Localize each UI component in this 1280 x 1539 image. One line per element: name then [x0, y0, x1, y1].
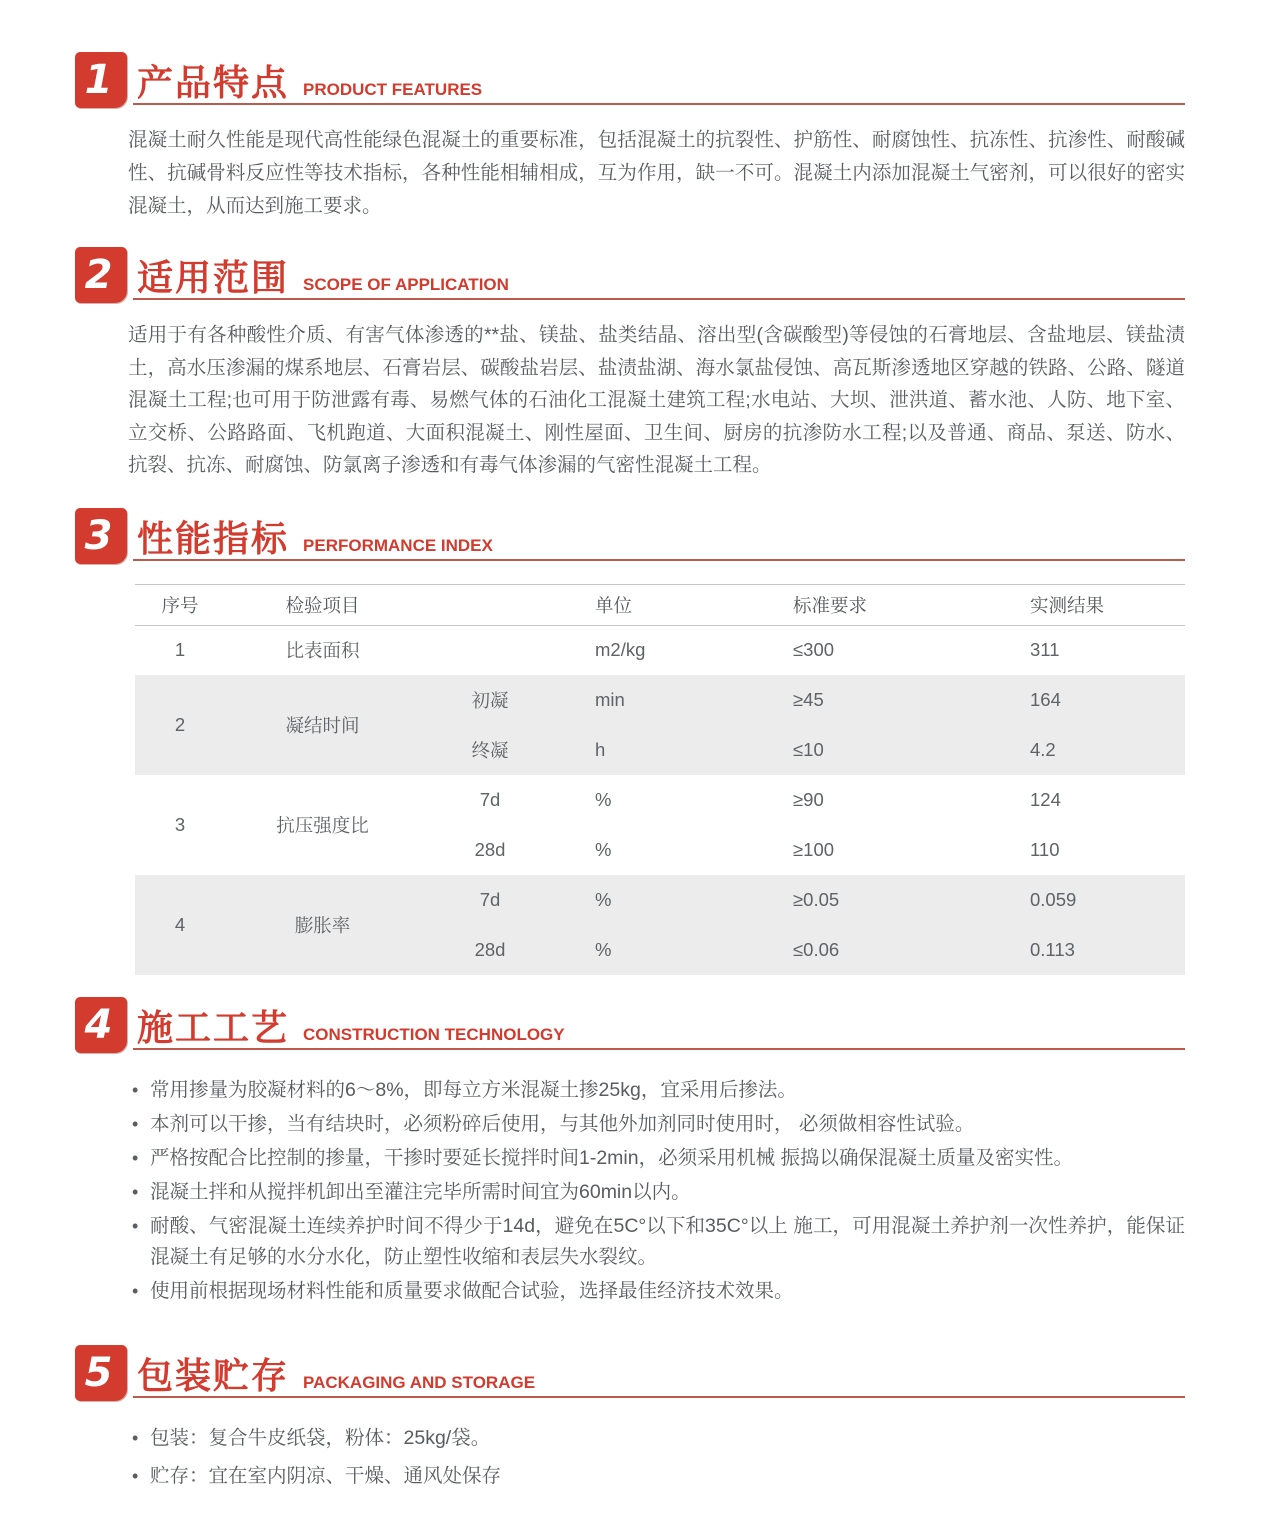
bullet-item: • 贮存：宜在室内阴凉、干燥、通风处保存 [130, 1461, 1185, 1492]
table-cell-result: 0.059 [1030, 889, 1077, 910]
table-cell-unit: min [595, 689, 625, 710]
section-5-title-en: PACKAGING AND STORAGE [303, 1373, 536, 1392]
table-cell-no: 2 [174, 714, 186, 735]
table-cell-standard: ≥0.05 [793, 889, 840, 910]
table-cell-standard: ≤300 [793, 639, 835, 661]
table-row [135, 675, 1185, 725]
table-cell-standard: ≤10 [793, 739, 824, 760]
section-5-titles [137, 1355, 536, 1396]
table-cell-unit: % [595, 939, 612, 960]
table-row [135, 875, 1185, 925]
section-3-header [75, 508, 1185, 566]
table-cell-unit: % [595, 839, 612, 860]
table-cell-unit: h [595, 739, 606, 760]
bullet-item: • 耐酸、气密混凝土连续养护时间不得少于14d，避免在5C°以下和35C°以上 施工，可用混凝土养护剂一次性养护，能保证混凝土有足够的水分水化，防止塑性收缩和表层失水裂纹。 [130, 1211, 1185, 1273]
section-2-title-cn: 适用范围 [137, 257, 290, 298]
section-1-number: 1 [84, 57, 113, 103]
bullet-item: • 常用掺量为胶凝材料的6～8%，即每立方米混凝土掺25kg，宜采用后掺法。 [130, 1075, 1185, 1106]
table-cell-subitem: 7d [479, 789, 501, 810]
table-cell-result: 110 [1030, 839, 1060, 860]
table-header-cell: 检验项目 [285, 594, 360, 616]
section-1-number-badge [75, 52, 127, 108]
table-cell-item: 比表面积 [285, 640, 360, 662]
section-4-number-badge [75, 997, 127, 1053]
bullet-item: • 包装：复合牛皮纸袋，粉体：25kg/袋。 [130, 1423, 1185, 1454]
table-cell-standard: ≤0.06 [793, 939, 840, 960]
section-1-header [75, 52, 1185, 110]
section-2-number: 2 [84, 252, 113, 298]
bullet-item: • 使用前根据现场材料性能和质量要求做配合试验，选择最佳经济技术效果。 [130, 1276, 1185, 1307]
table-row [135, 625, 1185, 675]
table-cell-subitem: 28d [474, 939, 506, 960]
section-product-features [75, 52, 1185, 223]
section-4-header [75, 997, 1185, 1055]
table-cell-no: 4 [174, 914, 186, 935]
table-cell-no: 3 [174, 814, 186, 835]
section-1-title-cn: 产品特点 [137, 62, 290, 103]
table-header-cell [420, 584, 560, 625]
section-4-title-en: CONSTRUCTION TECHNOLOGY [303, 1025, 565, 1044]
table-cell-item: 抗压强度比 [276, 815, 369, 836]
section-5-number: 5 [84, 1350, 113, 1396]
section-4-titles [137, 1007, 565, 1048]
section-3-titles [137, 517, 493, 559]
section-3-title-cn: 性能指标 [137, 517, 290, 559]
section-performance-index [75, 508, 1185, 976]
table-cell-unit: m2/kg [595, 639, 646, 661]
performance-table-body [135, 625, 1185, 975]
table-cell-subitem: 初凝 [471, 690, 509, 711]
section-2-paragraph: 适用于有各种酸性介质、有害气体渗透的**盐、镁盐、盐类结晶、溶出型(含碳酸型)等侵蚀的石膏地层、含盐地层、镁盐渍土，高水压渗漏的煤系地层、石膏岩层、碳酸盐岩层、盐渍盐湖、海水氯盐侵蚀、高瓦斯渗透地区穿越的铁路、公路、隧道混凝土工程;也可用于防泄露有毒、易燃气体的石油化工混凝土建筑工程;水电站、大坝、泄洪道、蓄水池、人防、地下室、立交桥、公路路面、飞机跑道、大面积混凝土、刚性屋面、卫生间、厨房的抗渗防水工程;以及普通、商品、泵送、防水、抗裂、抗冻、耐腐蚀、防氯离子渗透和有毒气体渗漏的气密性混凝土工程。 [128, 324, 1185, 476]
section-5-number-badge [75, 1345, 127, 1401]
table-cell-unit: % [595, 889, 612, 910]
section-4-number: 4 [84, 1002, 113, 1048]
section-5-title-cn: 包装贮存 [137, 1355, 290, 1396]
table-cell-no: 1 [174, 639, 186, 661]
section-2-title-en: SCOPE OF APPLICATION [303, 275, 509, 294]
table-cell-subitem: 终凝 [471, 740, 509, 761]
bullet-item: • 本剂可以干掺，当有结块时，必须粉碎后使用，与其他外加剂同时使用时， 必须做相容性试验。 [130, 1109, 1185, 1140]
bullet-item: • 严格按配合比控制的掺量，干掺时要延长搅拌时间1-2min，必须采用机械 振捣以确保混凝土质量及密实性。 [130, 1143, 1185, 1174]
section-2-number-badge [75, 247, 127, 303]
table-cell-item: 凝结时间 [285, 715, 360, 736]
table-cell-item: 膨胀率 [294, 915, 351, 936]
section-4-title-cn: 施工工艺 [137, 1007, 290, 1048]
table-cell-standard: ≥90 [793, 789, 824, 810]
table-header-cell: 单位 [595, 594, 633, 616]
section-construction-technology [75, 997, 1185, 1307]
performance-table [135, 584, 1185, 976]
section-packaging-and-storage [75, 1345, 1185, 1492]
table-cell-subitem: 28d [474, 839, 506, 860]
table-cell-result: 4.2 [1030, 739, 1056, 760]
table-cell-subitem: 7d [479, 889, 501, 910]
section-scope-of-application [75, 247, 1185, 482]
section-1-paragraph: 混凝土耐久性能是现代高性能绿色混凝土的重要标准，包括混凝土的抗裂性、护筋性、耐腐蚀性、抗冻性、抗渗性、耐酸碱性、抗碱骨料反应性等技术指标，各种性能相辅相成，互为作用，缺一不可。混凝土内添加混凝土气密剂，可以很好的密实混凝土，从而达到施工要求。 [128, 129, 1185, 217]
table-cell-standard: ≥45 [793, 689, 824, 710]
table-header-row [135, 584, 1185, 625]
section-2-underline [133, 298, 1185, 300]
table-cell-standard: ≥100 [793, 839, 835, 860]
table-cell-result: 0.113 [1030, 939, 1075, 960]
performance-table-head [135, 584, 1185, 625]
section-5-header [75, 1345, 1185, 1403]
table-header-cell: 标准要求 [793, 594, 868, 616]
table-cell-result: 124 [1030, 789, 1061, 810]
table-cell-result: 164 [1030, 689, 1061, 710]
table-cell-unit: % [595, 789, 612, 810]
section-3-number: 3 [84, 512, 113, 559]
packaging-bullet-list [130, 1423, 1185, 1492]
section-1-titles [137, 62, 483, 103]
section-2-titles [137, 257, 509, 298]
section-1-title-en: PRODUCT FEATURES [303, 80, 483, 99]
section-3-number-badge [75, 508, 127, 564]
section-2-header [75, 247, 1185, 305]
table-cell-subitem [420, 625, 560, 675]
construction-bullet-list [130, 1075, 1185, 1307]
section-4-underline [133, 1048, 1185, 1050]
section-5-underline [133, 1396, 1185, 1398]
section-3-title-en: PERFORMANCE INDEX [303, 535, 493, 555]
table-header-cell: 实测结果 [1030, 594, 1105, 616]
section-1-underline [133, 103, 1185, 105]
bullet-item: • 混凝土拌和从搅拌机卸出至灌注完毕所需时间宜为60min以内。 [130, 1177, 1185, 1208]
table-row [135, 775, 1185, 825]
section-3-underline [133, 559, 1185, 561]
table-header-cell: 序号 [161, 594, 199, 616]
table-cell-result: 311 [1030, 639, 1060, 661]
